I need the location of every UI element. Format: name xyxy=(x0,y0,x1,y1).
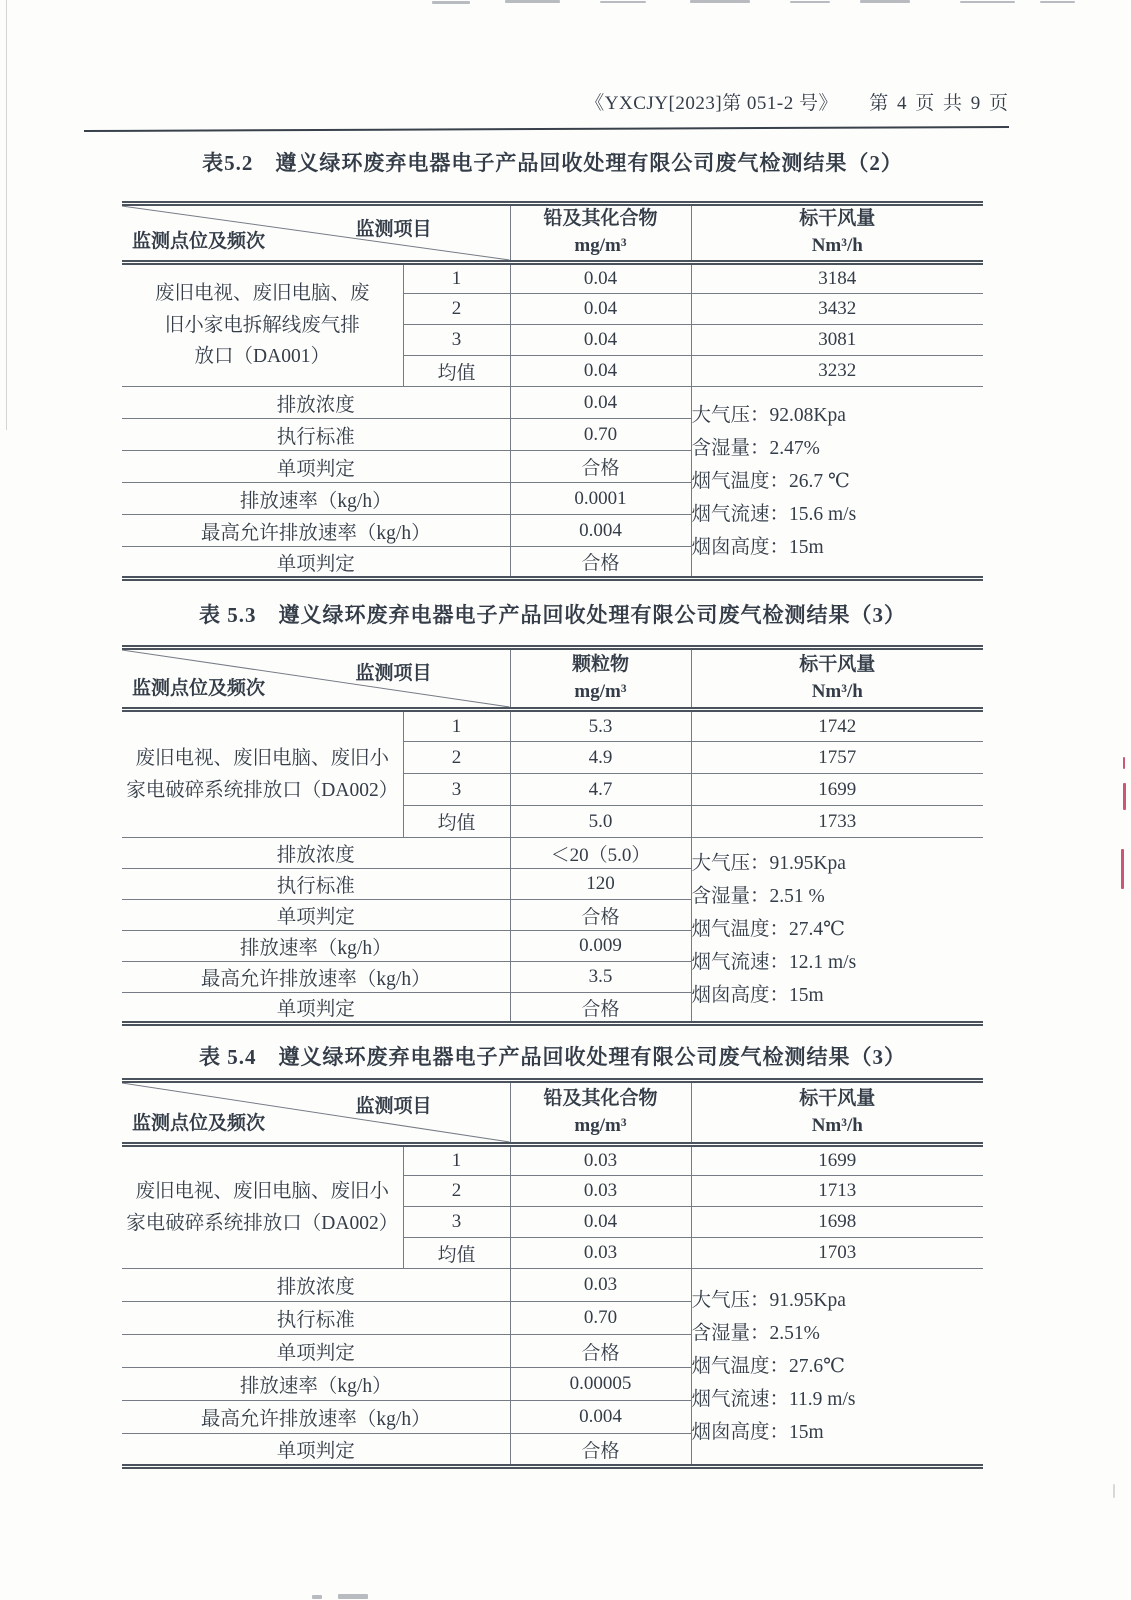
summary-value: 120 xyxy=(510,869,691,900)
summary-label: 排放浓度 xyxy=(122,1269,510,1302)
sample-flow: 1742 xyxy=(691,710,983,742)
table-5-2 xyxy=(122,201,983,581)
sample-flow: 1703 xyxy=(691,1238,983,1269)
sample-index: 3 xyxy=(403,325,510,356)
condition-line: 烟气流速：11.9 m/s xyxy=(691,1389,856,1410)
summary-row xyxy=(122,838,983,869)
sample-index: 均值 xyxy=(403,356,510,387)
doc-number: 《YXCJY[2023]第 051-2 号》 xyxy=(585,93,838,114)
table-header-row xyxy=(122,1081,983,1145)
condition-line: 烟气温度：27.6℃ xyxy=(691,1356,845,1377)
scan-artifact xyxy=(1113,1484,1115,1498)
corner-label-site: 监测点位及频次 xyxy=(132,678,266,699)
summary-row xyxy=(122,1269,983,1302)
sample-index: 均值 xyxy=(403,806,510,838)
sample-flow: 1757 xyxy=(691,742,983,774)
sample-row xyxy=(122,263,983,294)
summary-value: 合格 xyxy=(510,1434,691,1467)
summary-label: 执行标准 xyxy=(122,419,510,451)
corner-label-items: 监测项目 xyxy=(355,663,432,684)
summary-label: 最高允许排放速率（kg/h） xyxy=(122,1401,510,1434)
sample-flow: 3081 xyxy=(691,325,983,356)
summary-value: 0.70 xyxy=(510,419,691,451)
summary-label: 执行标准 xyxy=(122,1302,510,1335)
sample-value: 0.04 xyxy=(510,356,691,387)
scan-artifact xyxy=(1040,1,1075,3)
condition-line: 烟气流速：15.6 m/s xyxy=(691,504,857,525)
table-5-3-title: 表 5.3 遵义绿环废弃电器电子产品回收处理有限公司废气检测结果（3） xyxy=(199,603,906,627)
sample-value: 0.03 xyxy=(510,1176,691,1207)
red-pen-mark xyxy=(1123,757,1125,769)
sample-value: 0.04 xyxy=(510,263,691,294)
page-number: 第 4 页 共 9 页 xyxy=(869,93,1010,114)
scan-edge-artifact xyxy=(6,0,7,430)
conditions-cell xyxy=(691,1269,983,1467)
sample-row xyxy=(122,1145,983,1176)
condition-line: 含湿量：2.47% xyxy=(691,438,820,459)
sample-flow: 3432 xyxy=(691,294,983,325)
column-header-pollutant: 铅及其化合物 mg/m³ xyxy=(510,204,691,263)
sample-value: 4.7 xyxy=(510,774,691,806)
sample-value: 5.3 xyxy=(510,710,691,742)
condition-line: 烟气温度：27.4℃ xyxy=(691,919,845,940)
summary-label: 最高允许排放速率（kg/h） xyxy=(122,962,510,993)
condition-line: 烟气流速：12.1 m/s xyxy=(691,952,857,973)
sample-index: 1 xyxy=(403,1145,510,1176)
corner-label-site: 监测点位及频次 xyxy=(132,231,266,252)
sample-index: 2 xyxy=(403,1176,510,1207)
corner-label-site: 监测点位及频次 xyxy=(132,1113,266,1134)
table-5-3 xyxy=(122,645,983,1026)
summary-label: 排放速率（kg/h） xyxy=(122,483,510,515)
sample-index: 3 xyxy=(403,1207,510,1238)
condition-line: 烟囱高度：15m xyxy=(691,1422,824,1443)
conditions-cell xyxy=(691,838,983,1024)
table-5-4-title: 表 5.4 遵义绿环废弃电器电子产品回收处理有限公司废气检测结果（3） xyxy=(199,1045,906,1069)
scan-artifact xyxy=(338,1594,368,1599)
table-5-4 xyxy=(122,1078,983,1469)
sample-flow: 1699 xyxy=(691,1145,983,1176)
scan-artifact xyxy=(690,0,750,3)
sample-value: 0.04 xyxy=(510,325,691,356)
red-pen-mark xyxy=(1121,849,1124,889)
sample-index: 1 xyxy=(403,710,510,742)
summary-value: 0.70 xyxy=(510,1302,691,1335)
corner-label-items: 监测项目 xyxy=(355,219,432,240)
condition-line: 烟气温度：26.7 ℃ xyxy=(691,471,850,492)
summary-label: 最高允许排放速率（kg/h） xyxy=(122,515,510,547)
scan-artifact xyxy=(790,1,830,3)
column-header-flow: 标干风量 Nm³/h xyxy=(691,204,983,263)
corner-label-items: 监测项目 xyxy=(355,1096,432,1117)
summary-row xyxy=(122,387,983,419)
summary-value: 合格 xyxy=(510,993,691,1024)
sample-flow: 3232 xyxy=(691,356,983,387)
column-header-pollutant: 颗粒物 mg/m³ xyxy=(510,648,691,710)
header-rule xyxy=(84,126,1009,132)
condition-line: 大气压：91.95Kpa xyxy=(691,1290,846,1311)
summary-value: 0.00005 xyxy=(510,1368,691,1401)
summary-value: 0.004 xyxy=(510,515,691,547)
summary-value: 0.04 xyxy=(510,387,691,419)
condition-line: 大气压：92.08Kpa xyxy=(691,405,846,426)
sample-index: 2 xyxy=(403,294,510,325)
sample-index: 1 xyxy=(403,263,510,294)
scan-artifact xyxy=(600,1,646,3)
site-cell: 废旧电视、废旧电脑、废旧小 家电破碎系统排放口（DA002） xyxy=(122,710,403,838)
summary-value: ＜20（5.0） xyxy=(510,838,691,869)
table-5-2-title: 表5.2 遵义绿环废弃电器电子产品回收处理有限公司废气检测结果（2） xyxy=(202,151,903,175)
diagonal-header-cell xyxy=(122,648,510,710)
summary-label: 单项判定 xyxy=(122,451,510,483)
summary-value: 合格 xyxy=(510,900,691,931)
summary-value: 合格 xyxy=(510,547,691,579)
summary-label: 排放浓度 xyxy=(122,387,510,419)
site-cell: 废旧电视、废旧电脑、废旧小 家电破碎系统排放口（DA002） xyxy=(122,1145,403,1269)
table-header-row xyxy=(122,648,983,710)
condition-line: 含湿量：2.51% xyxy=(691,1323,820,1344)
sample-index: 3 xyxy=(403,774,510,806)
summary-label: 单项判定 xyxy=(122,1335,510,1368)
scan-artifact xyxy=(312,1595,322,1599)
scan-artifact xyxy=(505,0,560,3)
summary-value: 0.004 xyxy=(510,1401,691,1434)
summary-label: 单项判定 xyxy=(122,547,510,579)
sample-flow: 1713 xyxy=(691,1176,983,1207)
sample-value: 0.03 xyxy=(510,1238,691,1269)
summary-label: 单项判定 xyxy=(122,993,510,1024)
condition-line: 烟囱高度：15m xyxy=(691,537,824,558)
condition-line: 烟囱高度：15m xyxy=(691,985,824,1006)
summary-value: 0.03 xyxy=(510,1269,691,1302)
column-header-flow: 标干风量 Nm³/h xyxy=(691,648,983,710)
summary-label: 排放速率（kg/h） xyxy=(122,931,510,962)
conditions-cell xyxy=(691,387,983,579)
scan-artifact xyxy=(432,1,470,4)
column-header-flow: 标干风量 Nm³/h xyxy=(691,1081,983,1145)
sample-flow: 1698 xyxy=(691,1207,983,1238)
column-header-pollutant: 铅及其化合物 mg/m³ xyxy=(510,1081,691,1145)
condition-line: 含湿量：2.51 % xyxy=(691,886,825,907)
summary-label: 单项判定 xyxy=(122,1434,510,1467)
table-header-row xyxy=(122,204,983,263)
summary-value: 合格 xyxy=(510,1335,691,1368)
sample-index: 均值 xyxy=(403,1238,510,1269)
sample-flow: 1733 xyxy=(691,806,983,838)
sample-value: 0.03 xyxy=(510,1145,691,1176)
sample-flow: 1699 xyxy=(691,774,983,806)
scan-artifact xyxy=(960,1,1015,3)
sample-row xyxy=(122,710,983,742)
condition-line: 大气压：91.95Kpa xyxy=(691,853,846,874)
sample-value: 0.04 xyxy=(510,1207,691,1238)
summary-value: 0.009 xyxy=(510,931,691,962)
sample-value: 4.9 xyxy=(510,742,691,774)
summary-value: 3.5 xyxy=(510,962,691,993)
sample-value: 0.04 xyxy=(510,294,691,325)
summary-label: 执行标准 xyxy=(122,869,510,900)
sample-index: 2 xyxy=(403,742,510,774)
summary-value: 合格 xyxy=(510,451,691,483)
diagonal-header-cell xyxy=(122,1081,510,1145)
summary-label: 排放速率（kg/h） xyxy=(122,1368,510,1401)
scan-artifact xyxy=(860,0,910,3)
site-cell: 废旧电视、废旧电脑、废 旧小家电拆解线废气排 放口（DA001） xyxy=(122,263,403,387)
sample-value: 5.0 xyxy=(510,806,691,838)
diagonal-header-cell xyxy=(122,204,510,263)
sample-flow: 3184 xyxy=(691,263,983,294)
summary-label: 排放浓度 xyxy=(122,838,510,869)
red-pen-mark xyxy=(1123,783,1126,810)
summary-value: 0.0001 xyxy=(510,483,691,515)
page-header xyxy=(585,88,1010,115)
summary-label: 单项判定 xyxy=(122,900,510,931)
